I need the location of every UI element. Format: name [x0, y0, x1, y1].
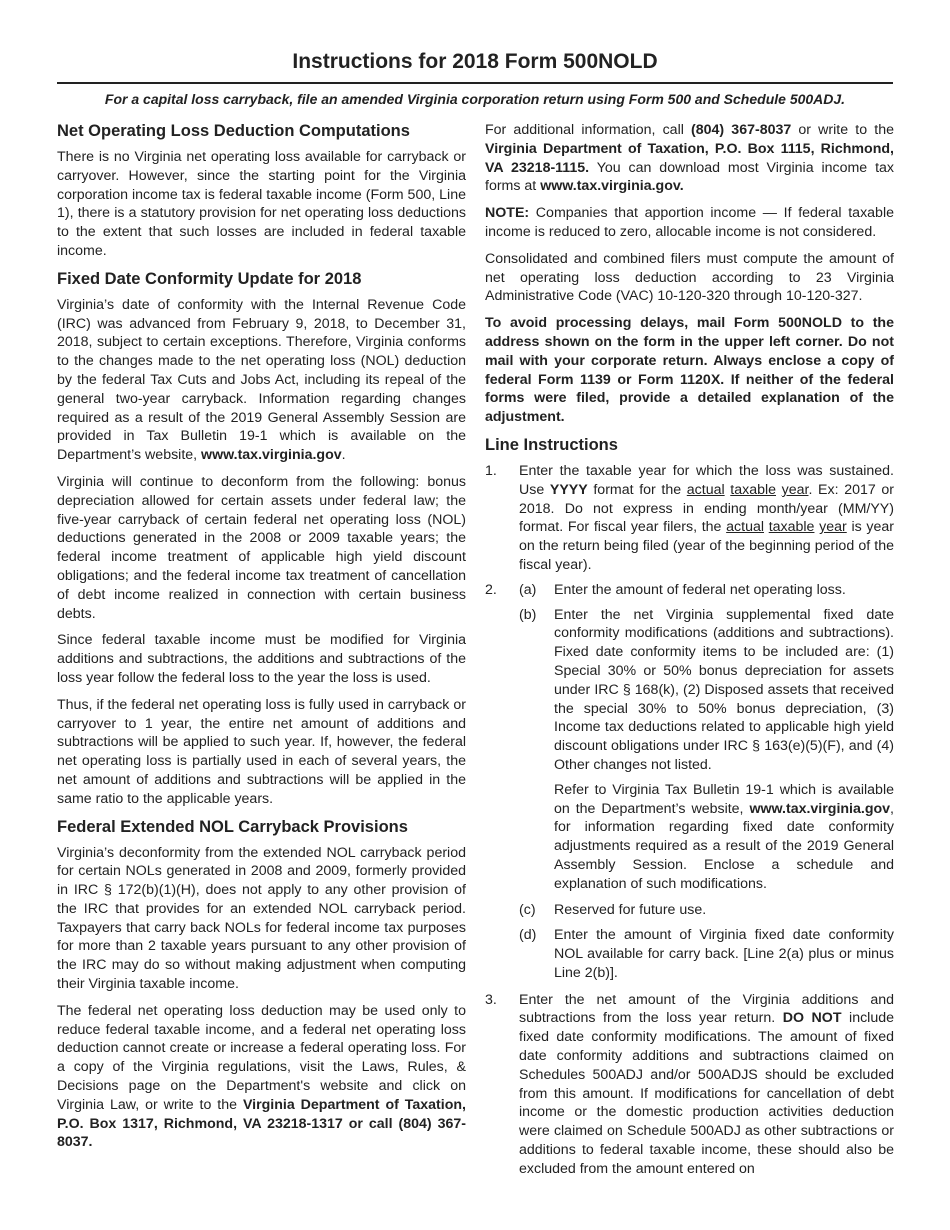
right-column: [485, 121, 894, 1183]
note-text: Companies that apportion income — If federal taxable income is reduced to zero, allocable income is not considered.: [485, 205, 894, 240]
underline-taxable-2: taxable: [768, 519, 815, 536]
conformity-end: .: [341, 447, 346, 464]
sub-item-label: (c): [519, 902, 536, 919]
sub-item-label: (d): [519, 927, 537, 944]
underline-year-2: year: [819, 519, 847, 536]
item-1-text-3: . Ex: 2017 or 2018. Do not express in ending month/year (MM/YY) format. For fiscal year filers, the: [519, 481, 894, 536]
item-3-text: Enter the net amount of the Virginia additions and subtractions from the loss year return.: [519, 991, 894, 1027]
contact-text: For additional information, call: [485, 122, 692, 138]
item-number: 3.: [485, 991, 497, 1008]
item-2b-website-link[interactable]: www.tax.virginia.gov: [749, 800, 891, 817]
heading-line-instructions: Line Instructions: [485, 435, 618, 454]
item-2c-text: Reserved for future use.: [554, 902, 707, 919]
paragraph-extended-nol: Virginia’s deconformity from the extended NOL carryback period for certain NOLs generated in 2008 and 2009, formerly provided in IRC § 172(b)(1)(H), does not apply to any other provision of the IRC that provides for an extended NOL carryback period. Taxpayers that carry back NOLs for federal income tax purposes for more than 2 taxable years pursuant to any other provision of the IRC may do so without making adjustment when computing their Virginia taxable income.: [57, 844, 466, 993]
sub-item-label: (a): [519, 581, 537, 598]
item-2a-text: Enter the amount of federal net operating loss.: [554, 581, 846, 598]
heading-nol-computations: Net Operating Loss Deduction Computations: [57, 122, 410, 140]
paragraph-contact: [485, 121, 894, 196]
paragraph-deconform: Virginia will continue to deconform from the following: bonus depreciation allowed for certain assets under federal law; the five-year carryback of certain federal net operating loss (NOL) deductions generated in the 2008 or 2009 taxable years; the federal income treatment of applicable high yield discount obligations; and the federal income tax treatment of cancellation of debt income realized in connection with certain business debts.: [57, 473, 466, 622]
note-label: NOTE:: [485, 205, 530, 222]
paragraph-note: [485, 204, 894, 242]
paragraph-nol-intro: There is no Virginia net operating loss available for carryback or carryover. However, since the starting point for the Virginia corporation income tax is federal taxable income (Form 500, Line 1), there is a statutory provision for net operating loss deductions to the extent that such losses are included in federal taxable income.: [57, 149, 466, 259]
underline-year: year: [781, 481, 809, 498]
item-1-text-4: is year on the return being filed (year of the beginning period of the fiscal year).: [519, 519, 894, 573]
item-1-format: YYYY: [549, 481, 588, 498]
item-3-text-2: include fixed date conformity modifications. The amount of fixed date conformity additions and subtractions claimed on Schedules 500ADJ and/or 500ADJS should be excluded from this amount. If modifications for cancellation of debt income or the domestic production activities deduction were claimed on Schedule 500ADJ as other subtractions or additions to federal taxable income, these should also be excluded from the amount entered on: [519, 1010, 895, 1177]
website-link[interactable]: www.tax.virginia.gov: [201, 447, 342, 464]
paragraph-conformity: [57, 296, 466, 465]
item-2b-text: Enter the net Virginia supplemental fixed date conformity modifications (additions and subtractions). Fixed date conformity items to be included are: (1) Special 30% or 50% bonus depreciation for assets under IRC § 168(k), (2) Disposed assets that received the special 30% to 50% bonus depreciation, (3) Income tax deductions related to applicable high yield discount obligations under IRC § 163(e)(5)(F), and (4) Other changes not listed.: [554, 606, 894, 773]
underline-actual-2: actual: [726, 519, 764, 536]
paragraph-mailing-warning: To avoid processing delays, mail Form 500NOLD to the address shown on the form in the upper left corner. Do not mail with your corporate return. Always enclose a copy of federal Form 1139 or Form 1120X. If neither of the federal forms were filed, provide a detailed explanation of the adjustment.: [485, 315, 894, 426]
heading-extended-nol: Federal Extended NOL Carryback Provisions: [57, 817, 408, 836]
item-2b-cont-text: Refer to Virginia Tax Bulletin 19-1 which is available on the Department’s website,: [554, 781, 894, 817]
page-title: Instructions for 2018 Form 500NOLD: [292, 50, 658, 73]
underline-taxable: taxable: [730, 481, 777, 498]
item-3-emphasis: DO NOT: [782, 1010, 842, 1027]
instruction-item-2b-continued: [485, 781, 894, 894]
left-column: [57, 121, 466, 1160]
contact-phone: (804) 367-8037: [691, 122, 792, 138]
instruction-item-2a: [485, 581, 894, 600]
heading-fixed-date-conformity: Fixed Date Conformity Update for 2018: [57, 269, 362, 288]
contact-text-3: You can download most Virginia income tax forms at: [485, 159, 895, 195]
contact-text-2: or write to the: [791, 122, 894, 138]
contact-address: Virginia Department of Taxation, P.O. Box 1115, Richmond, VA 23218-1115.: [485, 140, 894, 176]
conformity-text: Virginia’s date of conformity with the Internal Revenue Code (IRC) was advanced from February 9, 2018, to December 31, 2018, subject to certain exceptions. Therefore, Virginia conforms to the changes made to the net operating loss (NOL) deduction by the federal Tax Cuts and Jobs Act, including its repeal of the general two-year carryback. Information regarding changes required as a result of the 2019 General Assembly Session are provided in Tax Bulletin 19-1 which is available on the Department’s website,: [57, 296, 466, 464]
instruction-item-2d: [485, 926, 894, 982]
paragraph-regulations: [57, 1002, 466, 1152]
regulations-text: The federal net operating loss deduction may be used only to reduce federal taxable income, and a federal net operating loss deduction cannot create or increase a federal operating loss. For a copy of the Virginia regulations, visit the Laws, Rules, & Decisions page on the Department's website and click on Virginia Law, or write to the: [57, 1002, 466, 1113]
page-subtitle: For a capital loss carryback, file an amended Virginia corporation return using Form 500 and Schedule 500ADJ.: [104, 91, 846, 107]
item-1-text: Enter the taxable year for which the loss was sustained. Use: [519, 462, 894, 498]
paragraph-modifications: Since federal taxable income must be modified for Virginia additions and subtractions, the additions and subtractions of the loss year follow the federal loss to the year the loss is used.: [57, 632, 466, 686]
instruction-item-2b: [485, 606, 894, 775]
item-number: 1.: [485, 462, 497, 479]
underline-actual: actual: [686, 481, 725, 498]
instruction-item-2c: [485, 901, 894, 920]
regulations-address: Virginia Department of Taxation, P.O. Box 1317, Richmond, VA 23218-1317 or call (804) 367-8037.: [57, 1096, 466, 1151]
sub-item-label: (b): [519, 606, 537, 623]
item-2b-cont-text-2: , for information regarding fixed date conformity adjustments required as a result of the 2019 General Assembly Session. Enclose a schedule and explanation of such modifications.: [554, 800, 894, 892]
title-rule: [57, 82, 893, 84]
contact-website-link[interactable]: www.tax.virginia.gov.: [540, 178, 684, 195]
item-1-text-2: format for the: [587, 481, 687, 498]
item-number: 2.: [485, 581, 497, 598]
item-2d-text: Enter the amount of Virginia fixed date conformity NOL available for carry back. [Line 2(a) plus or minus Line 2(b)].: [554, 927, 894, 981]
instruction-item-1: [485, 462, 894, 575]
paragraph-carryback-usage: Thus, if the federal net operating loss is fully used in carryback or carryover to 1 year, the entire net amount of additions and subtractions will be applied to such year. If, however, the federal net operating loss is partially used in each of several years, the net amount of additions and subtractions will be applied in the same ratio to the applicable years.: [57, 696, 466, 807]
instruction-item-3: [485, 991, 894, 1179]
paragraph-consolidated: Consolidated and combined filers must compute the amount of net operating loss deduction according to 23 Virginia Administrative Code (VAC) 10-120-320 through 10-120-327.: [485, 250, 894, 305]
